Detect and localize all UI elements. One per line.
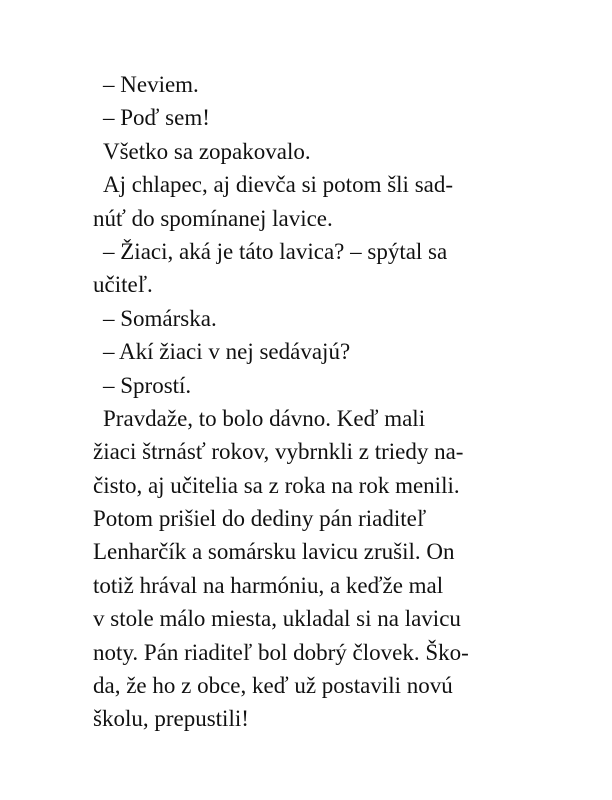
text-line: – Neviem. (103, 72, 199, 97)
text-line: učiteľ. (93, 272, 153, 298)
text-line: Lenharčík a somársku lavicu zrušil. On (93, 539, 455, 565)
text-line: – Sprostí. (103, 372, 192, 398)
text-line: noty. Pán riaditeľ bol dobrý človek. Ško- (93, 639, 469, 665)
text-line: – Žiaci, aká je táto lavica? – spýtal sa (103, 238, 448, 264)
text-line: – Poď sem! (103, 105, 210, 131)
text-line: školu, prepustili! (93, 706, 249, 732)
document-page (93, 68, 553, 736)
text-line: Aj chlapec, aj dievča si potom šli sad- (103, 172, 454, 198)
text-line: Potom prišiel do dediny pán riaditeľ (93, 506, 427, 532)
text-line: – Akí žiaci v nej sedávajú? (103, 339, 351, 365)
text-line: núť do spomínanej lavice. (93, 205, 333, 231)
text-line: čisto, aj učitelia sa z roka na rok menili. (93, 472, 460, 498)
text-line: da, že ho z obce, keď už postavili novú (93, 673, 453, 699)
text-line: – Somárska. (103, 305, 217, 331)
text-line: žiaci štrnásť rokov, vybrnkli z triedy na- (93, 439, 464, 465)
text-line: Pravdaže, to bolo dávno. Keď mali (103, 405, 426, 431)
text-line: totiž hrával na harmóniu, a keďže mal (93, 572, 444, 598)
text-line: v stole málo miesta, ukladal si na lavicu (93, 606, 461, 632)
text-line: Všetko sa zopakovalo. (103, 138, 311, 164)
